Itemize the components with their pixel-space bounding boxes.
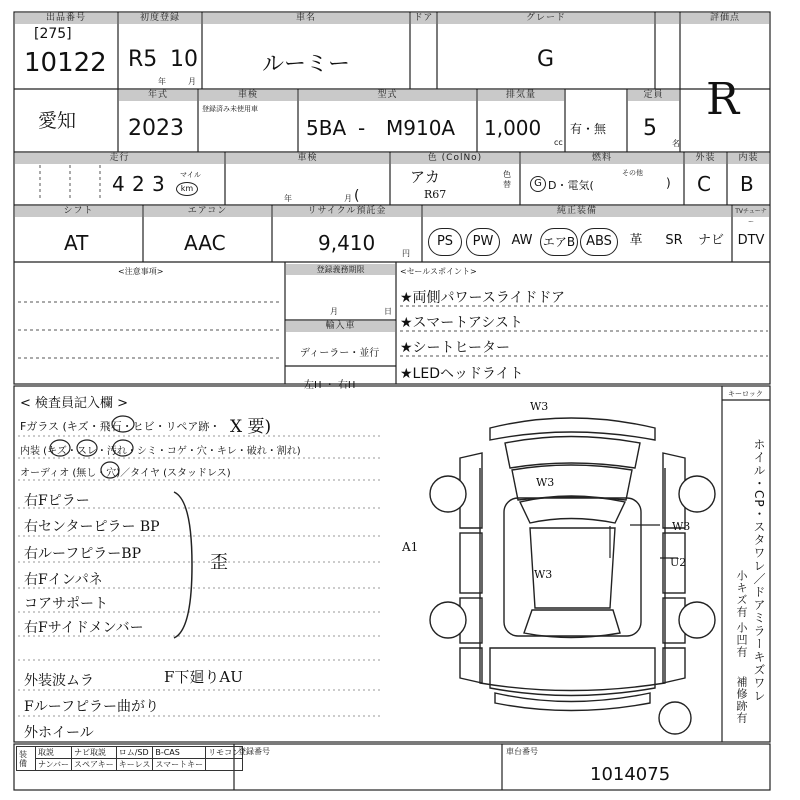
caution-label: <注意事項> bbox=[118, 267, 164, 276]
reg-day-unit: 日 bbox=[384, 307, 392, 316]
fuel-close: ) bbox=[666, 176, 671, 190]
note-exterior-wave: 外装波ムラ bbox=[24, 673, 94, 689]
option-airbag: エアB bbox=[540, 228, 578, 256]
evaluation-score: R bbox=[706, 74, 740, 125]
recycle-label: リサイクル預託金 bbox=[273, 206, 421, 217]
interior-grade: B bbox=[740, 172, 754, 196]
model-code: M910A bbox=[386, 116, 456, 140]
acc-manual: 取説 bbox=[36, 747, 72, 759]
interior-label: 内装 bbox=[728, 153, 769, 164]
note-right-center-pillar: 右センターピラー BP bbox=[24, 519, 160, 535]
dealer-label: ディーラー・並行 bbox=[300, 348, 380, 359]
interior-line: 内装 (キズ・スレ・汚れ・シミ・コゲ・穴・キレ・破れ・割れ) bbox=[20, 446, 301, 457]
audio-line: オーディオ (無し・穴)／タイヤ (スタッドレス) bbox=[20, 468, 231, 479]
inspection-note: 登録済み未使用車 bbox=[202, 105, 258, 113]
door-label: ドア bbox=[411, 13, 436, 24]
region: 愛知 bbox=[38, 110, 77, 132]
shift: AT bbox=[64, 231, 89, 255]
accessory-label: 装備 bbox=[17, 747, 36, 771]
fuel-label: 燃料 bbox=[521, 153, 683, 164]
equipment-label: 純正装備 bbox=[423, 206, 731, 217]
air-conditioner: AAC bbox=[184, 231, 226, 255]
capacity: 5 bbox=[643, 116, 657, 141]
option-abs: ABS bbox=[580, 228, 618, 256]
sales-label: <セールスポイント> bbox=[400, 267, 477, 276]
inspector-title: < 検査員記入欄 > bbox=[20, 396, 129, 411]
sales-point-1: ★両側パワースライドドア bbox=[400, 290, 566, 306]
inspect-date-label: 車検 bbox=[226, 153, 389, 164]
glass-line: Fガラス (キズ・飛石・ヒビ・リペア跡・ bbox=[20, 420, 221, 433]
acc-keyless: キーレス bbox=[116, 759, 153, 771]
first-registration-label: 初度登録 bbox=[119, 13, 201, 24]
ac-options-header bbox=[566, 90, 626, 101]
grade: G bbox=[537, 47, 555, 72]
bracket-mark bbox=[170, 490, 200, 640]
diagram-mark-right-pillar: W3 bbox=[672, 520, 691, 533]
cc-unit: cc bbox=[554, 138, 563, 147]
diagram-mark-right-side: U2 bbox=[670, 556, 687, 569]
acc-smart-key: スマートキー bbox=[153, 759, 206, 771]
lot-bracket: [275] bbox=[34, 26, 72, 42]
fuel-g-circled: G bbox=[530, 176, 546, 192]
chassis-number: 1014075 bbox=[590, 764, 671, 785]
lot-number: 10122 bbox=[24, 48, 107, 78]
bracket-note-distortion: 歪 bbox=[210, 552, 228, 573]
fuel-options: D・電気( bbox=[548, 179, 594, 192]
reg-expiry-label: 登録義務期限 bbox=[286, 264, 395, 275]
note-f-roof-pillar-bent: Fルーフピラー曲がり bbox=[24, 699, 160, 715]
model-year: 2023 bbox=[128, 116, 184, 141]
score-label-left bbox=[656, 13, 679, 24]
km-circled: km bbox=[176, 182, 198, 196]
registration-month: 10 bbox=[170, 47, 198, 72]
model-type-label: 型式 bbox=[299, 90, 476, 101]
note-outer-wheel: 外ホイール bbox=[24, 725, 94, 741]
mileage-label: 走行 bbox=[15, 153, 224, 164]
paren-open: ( bbox=[354, 188, 360, 204]
note-core-support: コアサポート bbox=[24, 596, 108, 612]
model-prefix: 5BA bbox=[306, 116, 347, 140]
note-right-f-side-member: 右Fサイドメンバー bbox=[24, 620, 144, 636]
diagram-mark-front: W3 bbox=[530, 400, 549, 413]
diagram-mark-hood: W3 bbox=[536, 476, 555, 489]
grade-label: グレード bbox=[438, 13, 654, 24]
option-pw: PW bbox=[466, 228, 500, 256]
mileage-digit-1: 4 bbox=[112, 172, 125, 196]
acc-navi-manual: ナビ取説 bbox=[72, 747, 117, 759]
option-sr: SR bbox=[665, 233, 683, 248]
fuel-other: その他 bbox=[622, 169, 643, 177]
acc-remote: リモコン bbox=[206, 747, 243, 759]
acc-bcas: B-CAS bbox=[153, 747, 206, 759]
car-name-label: 車名 bbox=[203, 13, 409, 24]
acc-plate: ナンバー bbox=[36, 759, 72, 771]
yen-unit: 円 bbox=[402, 249, 410, 258]
diagram-mark-left: A1 bbox=[402, 540, 419, 554]
color: アカ bbox=[410, 168, 440, 186]
note-right-roof-pillar: 右ルーフピラーBP bbox=[24, 546, 142, 562]
ac-options: 有・無 bbox=[570, 122, 607, 136]
option-navi: ナビ bbox=[697, 233, 724, 248]
acc-spare-key: スペアキー bbox=[72, 759, 117, 771]
shift-label: シフト bbox=[15, 206, 142, 217]
glass-mark: X 要) bbox=[230, 417, 272, 437]
right-panel-wheel-line: ホイル・CP・スタワレ／ドアミラーキズワレ bbox=[752, 438, 766, 703]
option-dtv: DTV bbox=[737, 233, 765, 248]
diagram-mark-roof: W3 bbox=[534, 568, 553, 581]
footer-accessory-table bbox=[16, 746, 243, 771]
note-right-f-pillar: 右Fピラー bbox=[24, 493, 90, 509]
person-unit: 名 bbox=[672, 139, 680, 148]
right-panel-repair: 補修跡有 bbox=[735, 676, 748, 724]
reg-number-label: 登録番号 bbox=[238, 747, 270, 756]
mile-label: マイル bbox=[180, 171, 201, 179]
inspect-year-unit: 年 bbox=[284, 194, 292, 203]
inspection-label: 車検 bbox=[199, 90, 297, 101]
model-year-label: 年式 bbox=[119, 90, 197, 101]
mileage-digit-3: 3 bbox=[152, 172, 165, 196]
color-change-label: 色替 bbox=[503, 170, 511, 189]
option-leather: 革 bbox=[629, 233, 643, 248]
inspector-circle-marks bbox=[0, 400, 400, 490]
month-unit: 月 bbox=[188, 77, 196, 86]
acc-rom-sd: ロム/SD bbox=[116, 747, 153, 759]
steering-label: 左H ・ 右H bbox=[304, 380, 356, 391]
note-right-f-instrument-panel: 右Fインパネ bbox=[24, 572, 103, 588]
option-aw: AW bbox=[511, 233, 533, 248]
year-unit: 年 bbox=[158, 77, 166, 86]
import-label: 輸入車 bbox=[286, 321, 395, 332]
sales-point-3: ★シートヒーター bbox=[400, 340, 510, 356]
color-code: R67 bbox=[424, 188, 447, 201]
keylock-label: キーロック bbox=[728, 390, 763, 398]
exterior-grade: C bbox=[697, 172, 711, 196]
capacity-label: 定員 bbox=[628, 90, 679, 101]
mileage-digit-2: 2 bbox=[132, 172, 145, 196]
right-panel-scratch: 小キズ有 bbox=[735, 570, 748, 618]
sales-point-2: ★スマートアシスト bbox=[400, 315, 523, 331]
sales-point-4: ★LEDヘッドライト bbox=[400, 366, 524, 382]
recycle-fee: 9,410 bbox=[318, 231, 376, 255]
exterior-label: 外装 bbox=[685, 153, 726, 164]
lot-number-label: 出品番号 bbox=[15, 13, 117, 24]
reg-month-unit: 月 bbox=[330, 307, 338, 316]
inspect-month-unit: 月 bbox=[344, 194, 352, 203]
score-label: 評価点 bbox=[681, 13, 769, 24]
registration-era: R5 bbox=[128, 47, 158, 72]
displacement: 1,000 bbox=[484, 116, 542, 140]
displacement-label: 排気量 bbox=[478, 90, 564, 101]
tuner-label: TVチューナー bbox=[733, 206, 769, 217]
model-dash: - bbox=[358, 116, 366, 140]
ac-label: エアコン bbox=[144, 206, 271, 217]
car-name: ルーミー bbox=[262, 52, 351, 77]
color-label: 色 (ColNo) bbox=[391, 153, 519, 164]
right-panel-dent: 小凹有 bbox=[735, 622, 748, 658]
note-f-underbody: F下廻りAU bbox=[164, 668, 243, 686]
chassis-label: 車台番号 bbox=[506, 747, 538, 756]
option-ps: PS bbox=[428, 228, 462, 256]
